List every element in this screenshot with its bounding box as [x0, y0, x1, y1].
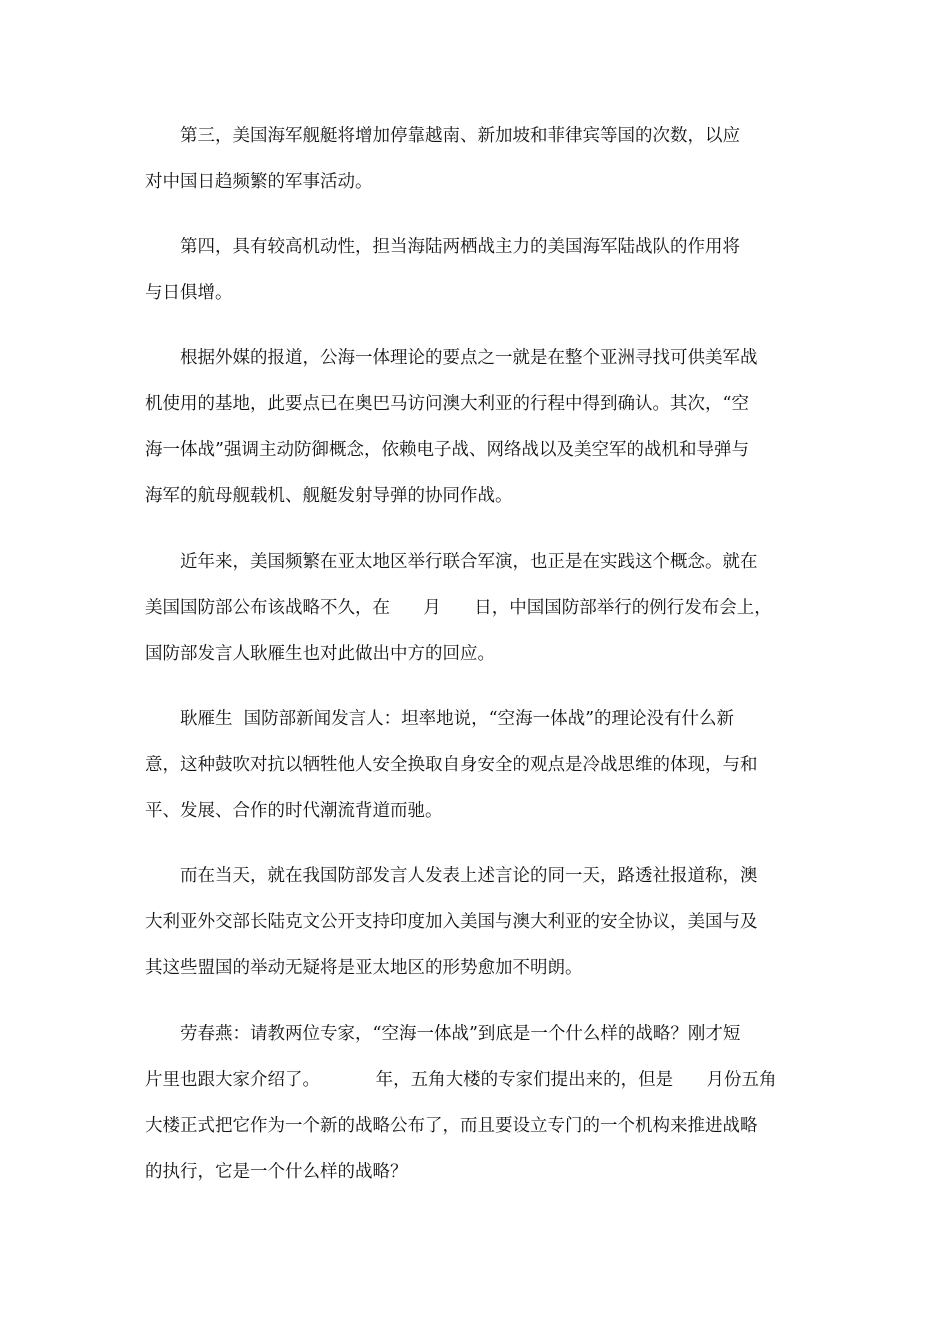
paragraph-line: 第四，具有较高机动性，担当海陆两栖战主力的美国海军陆战队的作用将: [180, 237, 740, 257]
paragraph-line: 大楼正式把它作为一个新的战略公布了，而且要设立专门的一个机构来推进战略: [145, 1116, 758, 1136]
paragraph-line: 第三，美国海军舰艇将增加停靠越南、新加坡和菲律宾等国的次数，以应: [180, 126, 740, 146]
paragraph-line: 耿雁生 国防部新闻发言人：坦率地说，“空海一体战”的理论没有什么新: [180, 709, 735, 729]
paragraph-line: 大利亚外交部长陆克文公开支持印度加入美国与澳大利亚的安全协议，美国与及: [145, 912, 758, 932]
paragraph-line: 海军的航母舰载机、舰艇发射导弹的协同作战。: [145, 486, 513, 506]
paragraph-line: 片里也跟大家介绍了。 年，五角大楼的专家们提出来的，但是 月份五角: [145, 1070, 777, 1090]
paragraph-line: 机使用的基地，此要点已在奥巴马访问澳大利亚的行程中得到确认。其次，“空: [145, 394, 749, 414]
paragraph-line: 平、发展、合作的时代潮流背道而驰。: [145, 801, 443, 821]
paragraph-line: 美国国防部公布该战略不久，在 月 日，中国国防部举行的例行发布会上，: [145, 598, 772, 618]
paragraph-line: 意，这种鼓吹对抗以牺牲他人安全换取自身安全的观点是冷战思维的体现，与和: [145, 755, 758, 775]
paragraph-line: 根据外媒的报道，公海一体理论的要点之一就是在整个亚洲寻找可供美军战: [180, 348, 758, 368]
paragraph-line: 近年来，美国频繁在亚太地区举行联合军演，也正是在实践这个概念。就在: [180, 552, 758, 572]
paragraph-line: 而在当天，就在我国防部发言人发表上述言论的同一天，路透社报道称，澳: [180, 866, 758, 886]
paragraph-line: 的执行，它是一个什么样的战略？: [145, 1162, 408, 1182]
paragraph-line: 与日俱增。: [145, 283, 233, 303]
paragraph-line: 国防部发言人耿雁生也对此做出中方的回应。: [145, 644, 495, 664]
paragraph-line: 对中国日趋频繁的军事活动。: [145, 172, 373, 192]
paragraph-line: 劳春燕：请教两位专家，“空海一体战”到底是一个什么样的战略？刚才短: [180, 1024, 741, 1044]
paragraph-line: 其这些盟国的举动无疑将是亚太地区的形势愈加不明朗。: [145, 958, 583, 978]
paragraph-line: 海一体战”强调主动防御概念，依赖电子战、网络战以及美空军的战机和导弹与: [145, 440, 749, 460]
